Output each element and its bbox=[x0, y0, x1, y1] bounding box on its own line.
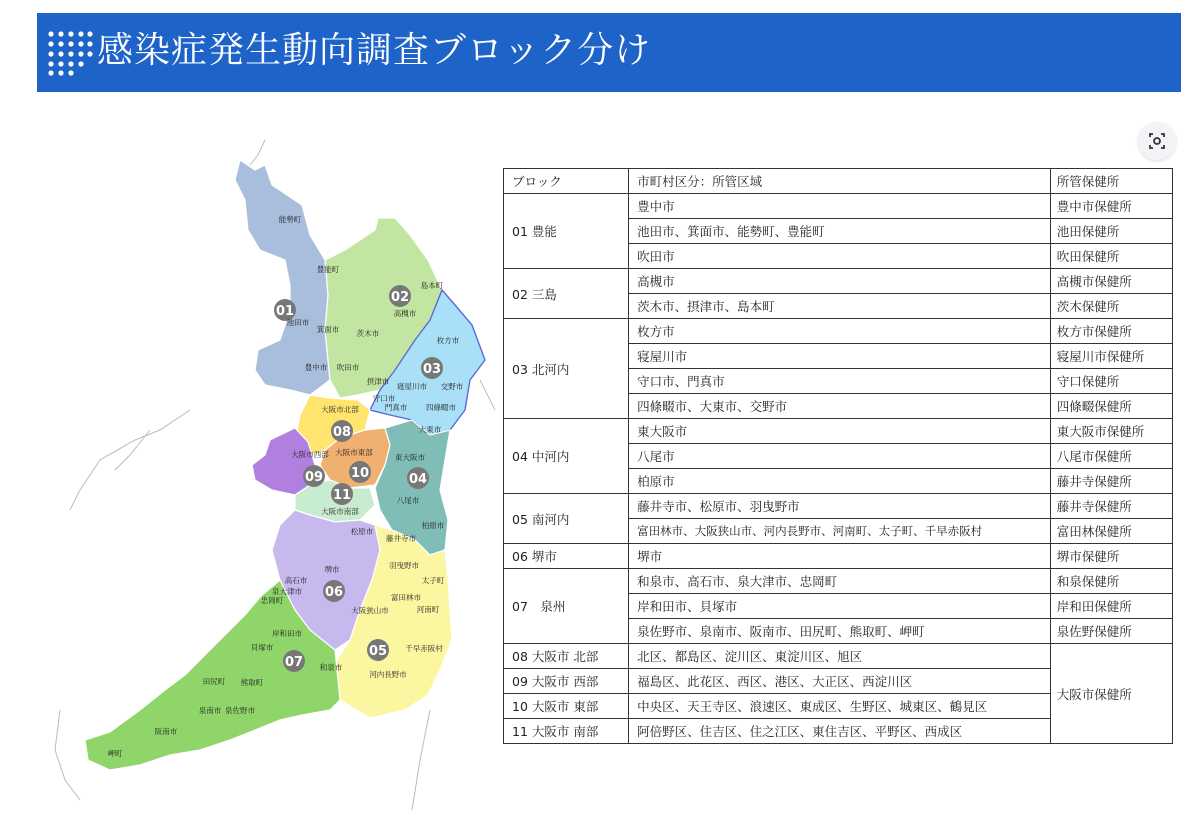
region-block-01 bbox=[235, 160, 330, 395]
badge-04 bbox=[407, 467, 429, 489]
label-ikeda: 池田市 bbox=[286, 318, 310, 327]
label-sennan: 泉南市 bbox=[198, 706, 222, 715]
label-minoh: 箕面市 bbox=[316, 325, 340, 334]
table-row bbox=[504, 544, 1173, 569]
label-tadaoka: 忠岡町 bbox=[260, 596, 284, 605]
label-matsubara: 松原市 bbox=[350, 527, 374, 536]
label-chihayaakasaka: 千早赤阪村 bbox=[405, 644, 443, 653]
block-cell: 03 北河内 bbox=[504, 319, 629, 419]
area-cell: 寝屋川市 bbox=[629, 344, 1051, 369]
label-kaizuka: 貝塚市 bbox=[250, 643, 274, 652]
block-cell: 01 豊能 bbox=[504, 194, 629, 269]
area-cell: 池田市、箕面市、能勢町、豊能町 bbox=[629, 219, 1051, 244]
area-cell: 岸和田市、貝塚市 bbox=[629, 594, 1051, 619]
label-taishi: 太子町 bbox=[421, 576, 445, 585]
svg-text:07: 07 bbox=[284, 655, 304, 670]
table-row bbox=[504, 419, 1173, 444]
label-osaka-east: 大阪市東部 bbox=[335, 448, 373, 457]
label-kadoma: 門真市 bbox=[384, 403, 408, 412]
area-cell: 茨木市、摂津市、島本町 bbox=[629, 294, 1051, 319]
block-cell: 05 南河内 bbox=[504, 494, 629, 544]
center-cell: 八尾市保健所 bbox=[1050, 444, 1172, 469]
label-kumatori: 熊取町 bbox=[240, 678, 264, 687]
label-kanan: 河南町 bbox=[416, 605, 440, 614]
center-cell: 泉佐野保健所 bbox=[1050, 619, 1172, 644]
block-cell: 09 大阪市 西部 bbox=[504, 669, 629, 694]
label-kawachinagano: 河内長野市 bbox=[369, 670, 407, 679]
block-cell: 11 大阪市 南部 bbox=[504, 719, 629, 744]
area-cell: 藤井寺市、松原市、羽曳野市 bbox=[629, 494, 1051, 519]
badge-07 bbox=[283, 650, 305, 672]
label-daito: 大東市 bbox=[418, 425, 442, 434]
visual-search-button[interactable] bbox=[1138, 122, 1176, 160]
label-ibaraki: 茨木市 bbox=[356, 329, 380, 338]
header-block: ブロック bbox=[504, 169, 629, 194]
svg-text:09: 09 bbox=[304, 470, 324, 485]
table-row bbox=[504, 494, 1173, 519]
label-katano: 交野市 bbox=[440, 382, 464, 391]
label-moriguchi: 守口市 bbox=[372, 394, 396, 403]
label-toyono: 豊能町 bbox=[316, 265, 340, 274]
label-settsu: 摂津市 bbox=[366, 377, 390, 386]
center-cell: 高槻市保健所 bbox=[1050, 269, 1172, 294]
label-suita: 吹田市 bbox=[336, 363, 360, 372]
label-takatsuki: 高槻市 bbox=[393, 309, 417, 318]
header-center: 所管保健所 bbox=[1050, 169, 1172, 194]
center-cell: 藤井寺保健所 bbox=[1050, 469, 1172, 494]
area-cell: 吹田市 bbox=[629, 244, 1051, 269]
center-cell: 大阪市保健所 bbox=[1050, 644, 1172, 744]
center-cell: 吹田保健所 bbox=[1050, 244, 1172, 269]
label-shijonawate: 四條畷市 bbox=[426, 403, 456, 412]
badge-11 bbox=[331, 483, 353, 505]
badge-03 bbox=[421, 357, 443, 379]
area-cell: 中央区、天王寺区、浪速区、東成区、生野区、城東区、鶴見区 bbox=[629, 694, 1051, 719]
label-hirakata: 枚方市 bbox=[436, 336, 460, 345]
table-row bbox=[504, 319, 1173, 344]
area-cell: 守口市、門真市 bbox=[629, 369, 1051, 394]
center-cell: 茨木保健所 bbox=[1050, 294, 1172, 319]
svg-text:11: 11 bbox=[332, 488, 352, 503]
label-osaka-south: 大阪市南部 bbox=[321, 507, 359, 516]
area-cell: 柏原市 bbox=[629, 469, 1051, 494]
osaka-block-map bbox=[40, 110, 500, 810]
label-kishiwada: 岸和田市 bbox=[272, 629, 302, 638]
svg-text:10: 10 bbox=[350, 466, 370, 481]
header-area: 市町村区分：所管区域 bbox=[629, 169, 1051, 194]
badge-08 bbox=[331, 420, 353, 442]
area-cell: 北区、都島区、淀川区、東淀川区、旭区 bbox=[629, 644, 1051, 669]
center-cell: 四條畷保健所 bbox=[1050, 394, 1172, 419]
table-header-row bbox=[504, 169, 1173, 194]
svg-text:01: 01 bbox=[275, 304, 295, 319]
svg-text:06: 06 bbox=[324, 585, 344, 600]
page-title: 感染症発生動向調査ブロック分け bbox=[97, 30, 652, 71]
label-toyonaka: 豊中市 bbox=[304, 363, 328, 372]
label-izumiotsu: 泉大津市 bbox=[272, 587, 302, 596]
block-cell: 07 泉州 bbox=[504, 569, 629, 644]
block-cell: 10 大阪市 東部 bbox=[504, 694, 629, 719]
label-sakai: 堺市 bbox=[324, 565, 340, 574]
badge-09 bbox=[303, 465, 325, 487]
block-cell: 04 中河内 bbox=[504, 419, 629, 494]
area-cell: 高槻市 bbox=[629, 269, 1051, 294]
svg-text:03: 03 bbox=[422, 362, 442, 377]
center-cell: 寝屋川市保健所 bbox=[1050, 344, 1172, 369]
center-cell: 堺市保健所 bbox=[1050, 544, 1172, 569]
block-table bbox=[503, 168, 1173, 744]
center-cell: 豊中市保健所 bbox=[1050, 194, 1172, 219]
svg-text:04: 04 bbox=[408, 472, 428, 487]
label-kashiwara: 柏原市 bbox=[421, 521, 445, 530]
center-cell: 富田林保健所 bbox=[1050, 519, 1172, 544]
badge-05 bbox=[367, 639, 389, 661]
area-cell: 和泉市、高石市、泉大津市、忠岡町 bbox=[629, 569, 1051, 594]
center-cell: 岸和田保健所 bbox=[1050, 594, 1172, 619]
area-cell: 福島区、此花区、西区、港区、大正区、西淀川区 bbox=[629, 669, 1051, 694]
label-izumisano: 泉佐野市 bbox=[225, 706, 255, 715]
table-row bbox=[504, 194, 1173, 219]
label-misaki: 岬町 bbox=[107, 749, 123, 758]
center-cell: 池田保健所 bbox=[1050, 219, 1172, 244]
label-yao: 八尾市 bbox=[396, 496, 420, 505]
visual-search-icon bbox=[1138, 122, 1176, 160]
area-cell: 阿倍野区、住吉区、住之江区、東住吉区、平野区、西成区 bbox=[629, 719, 1051, 744]
area-cell: 泉佐野市、泉南市、阪南市、田尻町、熊取町、岬町 bbox=[629, 619, 1051, 644]
block-cell: 08 大阪市 北部 bbox=[504, 644, 629, 669]
header-banner bbox=[37, 13, 1181, 92]
svg-text:05: 05 bbox=[368, 644, 388, 659]
center-cell: 和泉保健所 bbox=[1050, 569, 1172, 594]
center-cell: 枚方市保健所 bbox=[1050, 319, 1172, 344]
area-cell: 富田林市、大阪狭山市、河内長野市、河南町、太子町、千早赤阪村 bbox=[629, 519, 1051, 544]
center-cell: 東大阪市保健所 bbox=[1050, 419, 1172, 444]
label-hannan: 阪南市 bbox=[154, 727, 178, 736]
area-cell: 東大阪市 bbox=[629, 419, 1051, 444]
label-osaka-north: 大阪市北部 bbox=[321, 405, 359, 414]
label-habikino: 羽曳野市 bbox=[389, 561, 419, 570]
badge-02 bbox=[389, 285, 411, 307]
label-neyagawa: 寝屋川市 bbox=[397, 382, 427, 391]
label-fujiidera: 藤井寺市 bbox=[386, 534, 416, 543]
block-cell: 02 三島 bbox=[504, 269, 629, 319]
badge-06 bbox=[323, 580, 345, 602]
svg-text:02: 02 bbox=[390, 290, 410, 305]
table-row bbox=[504, 569, 1173, 594]
label-higashiosaka: 東大阪市 bbox=[395, 453, 425, 462]
block-cell: 06 堺市 bbox=[504, 544, 629, 569]
label-osaka-west: 大阪市西部 bbox=[291, 450, 329, 459]
table-row bbox=[504, 644, 1173, 669]
label-izumi: 和泉市 bbox=[319, 663, 343, 672]
label-takaishi: 高石市 bbox=[284, 576, 308, 585]
label-tajiri: 田尻町 bbox=[202, 677, 226, 686]
area-cell: 八尾市 bbox=[629, 444, 1051, 469]
label-shimamoto: 島本町 bbox=[420, 281, 444, 290]
label-osakasayama: 大阪狭山市 bbox=[351, 606, 389, 615]
dot-grid-icon bbox=[47, 30, 93, 76]
area-cell: 豊中市 bbox=[629, 194, 1051, 219]
label-nose: 能勢町 bbox=[278, 215, 302, 224]
badge-10 bbox=[349, 461, 371, 483]
svg-text:08: 08 bbox=[332, 425, 352, 440]
area-cell: 四條畷市、大東市、交野市 bbox=[629, 394, 1051, 419]
label-tondabayashi: 富田林市 bbox=[391, 593, 421, 602]
center-cell: 藤井寺保健所 bbox=[1050, 494, 1172, 519]
table-row bbox=[504, 269, 1173, 294]
area-cell: 枚方市 bbox=[629, 319, 1051, 344]
area-cell: 堺市 bbox=[629, 544, 1051, 569]
center-cell: 守口保健所 bbox=[1050, 369, 1172, 394]
